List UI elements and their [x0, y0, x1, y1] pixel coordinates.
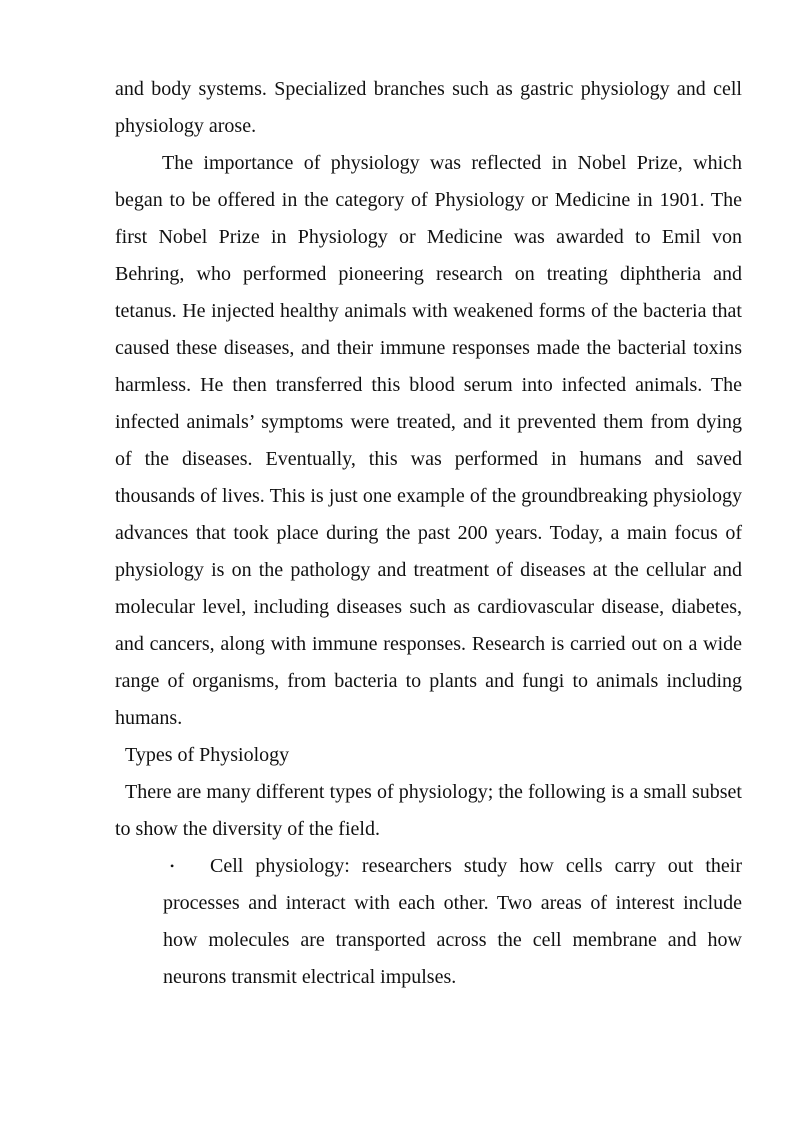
paragraph-nobel-prize: The importance of physiology was reflected in Nobel Prize, which began to be offered in the category of Physiology or Medicine in 1901. The first Nobel Prize in Physiology or Medicine was awarded to Emil von Behring, who performed pioneering research on treating diphtheria and tetanus. He injected healthy animals with weakened forms of the bacteria that caused these diseases, and their immune responses made the bacterial toxins harmless. He then transferred this blood serum into infected animals. The infected animals’ symptoms were treated, and it prevented them from dying of the diseases. Eventually, this was performed in humans and saved thousands of lives. This is just one example of the groundbreaking physiology advances that took place during the past 200 years. Today, a main focus of physiology is on the pathology and treatment of diseases at the cellular and molecular level, including diseases such as cardiovascular disease, diabetes, and cancers, along with immune responses. Research is carried out on a wide range of organisms, from bacteria to plants and fungi to animals including humans.: [115, 152, 742, 729]
paragraph-intro: There are many different types of physiology; the following is a small subset to show the diversity of the field.: [115, 781, 742, 840]
bullet-icon: •: [170, 859, 175, 873]
paragraph-continuation: and body systems. Specialized branches such as gastric physiology and cell physiology arose.: [115, 78, 742, 137]
types-list: [115, 848, 742, 996]
list-item: [115, 848, 742, 996]
document-page: [115, 71, 742, 996]
list-item-text: Cell physiology: researchers study how cells carry out their processes and interact with each other. Two areas of interest include how molecules are transported across the cell membrane and how neurons transmit electrical impulses.: [163, 855, 742, 988]
section-heading: Types of Physiology: [125, 744, 290, 766]
